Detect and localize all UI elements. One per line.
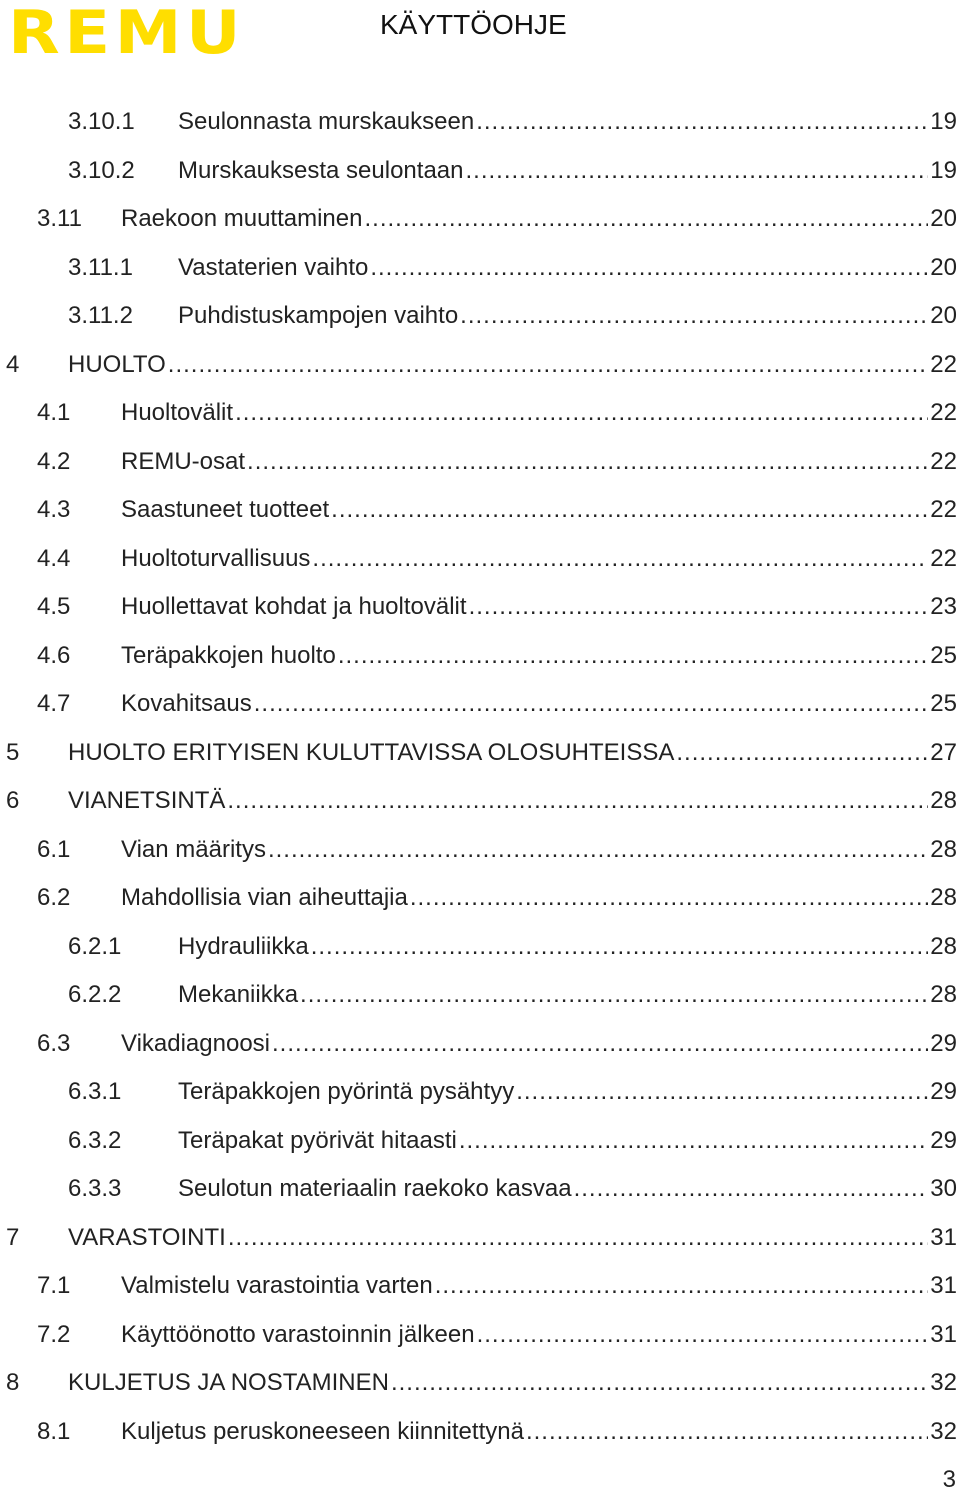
toc-entry-line (178, 292, 960, 341)
toc-entry-line (121, 1408, 960, 1457)
toc-entry-page: 22 (930, 350, 957, 378)
toc-entry-number: 3.11.2 (68, 302, 133, 329)
toc-entry-line (178, 971, 960, 1020)
toc-entry-title: HUOLTO ERITYISEN KULUTTAVISSA OLOSUHTEISSA (68, 738, 675, 766)
toc-entry-title: Mekaniikka (178, 981, 299, 1008)
toc-dot-leader (268, 826, 928, 875)
toc-dot-leader (469, 583, 929, 632)
toc-entry[interactable] (0, 1117, 960, 1166)
toc-dot-leader (516, 1068, 928, 1117)
toc-entry-number: 3.10.1 (68, 108, 135, 135)
toc-entry-line (121, 826, 960, 875)
toc-entry-line (178, 1165, 960, 1214)
toc-entry[interactable] (0, 244, 960, 293)
toc-entry-title: VARASTOINTI (68, 1223, 226, 1251)
toc-entry-number: 4.4 (37, 544, 71, 572)
toc-entry-number: 4.5 (37, 593, 71, 620)
toc-entry[interactable] (0, 1068, 960, 1117)
toc-entry-number: 3.11 (37, 205, 82, 232)
toc-entry-title: Huollettavat kohdat ja huoltovälit (121, 593, 467, 620)
toc-entry-page: 20 (930, 302, 957, 329)
toc-entry-line (178, 98, 960, 147)
toc-entry-page: 23 (930, 593, 957, 620)
toc-entry-title: Saastuneet tuotteet (121, 496, 330, 523)
toc-entry[interactable] (0, 777, 960, 826)
toc-entry-page: 28 (930, 787, 957, 814)
toc-dot-leader (477, 1311, 929, 1360)
toc-entry-title: HUOLTO (68, 350, 166, 378)
toc-entry-page: 31 (930, 1320, 957, 1348)
toc-entry-title: Raekoon muuttaminen (121, 205, 363, 232)
toc-entry-number: 6.2 (37, 884, 71, 911)
toc-entry[interactable] (0, 680, 960, 729)
toc-entry-title: REMU-osat (121, 447, 246, 475)
toc-entry-line (121, 389, 960, 438)
toc-entry[interactable] (0, 486, 960, 535)
toc-entry-page: 22 (930, 447, 957, 475)
toc-entry-page: 19 (930, 156, 957, 184)
toc-entry[interactable] (0, 389, 960, 438)
toc-entry-page: 20 (930, 253, 957, 281)
toc-entry-page: 28 (930, 932, 957, 960)
toc-entry-page: 29 (930, 1126, 957, 1154)
page-number: 3 (942, 1466, 956, 1493)
toc-dot-leader (391, 1359, 928, 1408)
toc-entry-title: Kovahitsaus (121, 690, 252, 717)
toc-entry-title: Puhdistuskampojen vaihto (178, 302, 459, 329)
toc-entry-page: 20 (930, 205, 957, 232)
toc-entry[interactable] (0, 874, 960, 923)
toc-entry-title: Teräpakat pyörivät hitaasti (178, 1126, 457, 1154)
toc-entry-page: 31 (930, 1272, 957, 1299)
toc-entry-title: Käyttöönotto varastoinnin jälkeen (121, 1320, 475, 1348)
toc-entry-page: 31 (930, 1223, 957, 1251)
toc-entry-title: Vikadiagnoosi (121, 1029, 271, 1057)
toc-entry-number: 6.3.1 (68, 1078, 122, 1105)
toc-entry[interactable] (0, 826, 960, 875)
toc-dot-leader (526, 1408, 928, 1457)
toc-dot-leader (459, 1117, 928, 1166)
remu-logo: REMU (8, 0, 246, 68)
toc-dot-leader (300, 971, 928, 1020)
toc-entry-page: 29 (930, 1029, 957, 1057)
toc-entry-line (68, 729, 960, 778)
toc-entry-page: 25 (930, 690, 957, 717)
toc-entry[interactable] (0, 438, 960, 487)
toc-dot-leader (247, 438, 928, 487)
toc-entry-line (178, 147, 960, 196)
toc-entry-number: 4.7 (37, 690, 71, 717)
toc-entry-line (68, 1359, 960, 1408)
toc-entry-page: 29 (930, 1078, 957, 1105)
toc-entry-number: 8.1 (37, 1417, 71, 1445)
toc-entry[interactable] (0, 923, 960, 972)
toc-entry[interactable] (0, 1311, 960, 1360)
toc-entry-title: Kuljetus peruskoneeseen kiinnitettynä (121, 1417, 524, 1445)
toc-dot-leader (460, 292, 928, 341)
toc-entry-number: 6.3.2 (68, 1126, 122, 1154)
toc-entry-line (121, 195, 960, 244)
toc-entry-line (178, 1068, 960, 1117)
toc-entry-line (121, 486, 960, 535)
toc-entry-title: Vastaterien vaihto (178, 253, 369, 281)
toc-entry-number: 6.2.1 (68, 932, 122, 960)
toc-entry[interactable] (0, 292, 960, 341)
toc-dot-leader (254, 680, 929, 729)
toc-entry[interactable] (0, 1020, 960, 1069)
toc-entry[interactable] (0, 583, 960, 632)
toc-entry-number: 5 (6, 738, 20, 766)
table-of-contents (0, 98, 960, 1456)
toc-entry-title: Huoltoturvallisuus (121, 544, 311, 572)
toc-dot-leader (272, 1020, 928, 1069)
toc-entry[interactable] (0, 1214, 960, 1263)
toc-entry-line (178, 923, 960, 972)
toc-entry[interactable] (0, 195, 960, 244)
toc-entry-page: 30 (930, 1175, 957, 1202)
toc-entry-page: 25 (930, 641, 957, 669)
toc-entry-line (178, 1117, 960, 1166)
toc-entry-number: 6.3.3 (68, 1175, 122, 1202)
toc-entry-line (121, 632, 960, 681)
document-title: KÄYTTÖOHJE (380, 9, 567, 40)
toc-dot-leader (476, 98, 928, 147)
toc-entry-number: 6.3 (37, 1029, 71, 1057)
toc-entry[interactable] (0, 98, 960, 147)
toc-entry[interactable] (0, 1165, 960, 1214)
toc-entry-page: 22 (930, 496, 957, 523)
toc-entry-page: 28 (930, 835, 957, 863)
toc-entry-title: VIANETSINTÄ (68, 787, 226, 814)
toc-dot-leader (228, 1214, 928, 1263)
toc-entry-title: Teräpakkojen huolto (121, 641, 336, 669)
toc-entry[interactable] (0, 147, 960, 196)
toc-dot-leader (574, 1165, 929, 1214)
toc-entry[interactable] (0, 535, 960, 584)
toc-entry-title: KULJETUS JA NOSTAMINEN (68, 1369, 389, 1396)
toc-dot-leader (338, 632, 928, 681)
toc-entry-title: Huoltovälit (121, 399, 234, 426)
toc-dot-leader (435, 1262, 929, 1311)
toc-entry-number: 3.11.1 (68, 253, 133, 281)
toc-entry-title: Seulotun materiaalin raekoko kasvaa (178, 1175, 572, 1202)
toc-entry-line (121, 535, 960, 584)
toc-entry-number: 3.10.2 (68, 156, 135, 184)
toc-dot-leader (466, 147, 929, 196)
toc-entry-page: 22 (930, 544, 957, 572)
toc-entry-line (121, 583, 960, 632)
toc-entry-title: Hydrauliikka (178, 932, 309, 960)
toc-entry-line (121, 438, 960, 487)
toc-entry[interactable] (0, 1408, 960, 1457)
toc-entry-line (121, 680, 960, 729)
toc-entry[interactable] (0, 971, 960, 1020)
toc-entry-page: 32 (930, 1369, 957, 1396)
toc-dot-leader (168, 341, 929, 390)
toc-entry-line (68, 341, 960, 390)
toc-entry-number: 7.1 (37, 1272, 71, 1299)
toc-dot-leader (410, 874, 928, 923)
toc-entry-number: 6.1 (37, 835, 71, 863)
toc-entry-line (121, 874, 960, 923)
toc-entry-line (121, 1311, 960, 1360)
toc-dot-leader (312, 535, 928, 584)
toc-entry-line (121, 1020, 960, 1069)
toc-entry-number: 4.6 (37, 641, 71, 669)
toc-entry-line (68, 777, 960, 826)
toc-entry-title: Valmistelu varastointia varten (121, 1272, 433, 1299)
toc-entry-line (68, 1214, 960, 1263)
toc-entry-page: 32 (930, 1417, 957, 1445)
toc-dot-leader (235, 389, 928, 438)
toc-entry-number: 8 (6, 1369, 20, 1396)
toc-entry[interactable] (0, 632, 960, 681)
toc-entry-title: Teräpakkojen pyörintä pysähtyy (178, 1078, 515, 1105)
toc-entry-title: Seulonnasta murskaukseen (178, 108, 475, 135)
toc-entry-page: 19 (930, 108, 957, 135)
toc-entry[interactable] (0, 1359, 960, 1408)
toc-entry-number: 7.2 (37, 1320, 71, 1348)
toc-entry[interactable] (0, 1262, 960, 1311)
toc-dot-leader (676, 729, 928, 778)
toc-entry-line (121, 1262, 960, 1311)
toc-entry[interactable] (0, 341, 960, 390)
toc-entry-number: 4 (6, 350, 20, 378)
toc-dot-leader (311, 923, 929, 972)
toc-entry-number: 4.3 (37, 496, 71, 523)
toc-entry-number: 6.2.2 (68, 981, 122, 1008)
toc-entry-title: Vian määritys (121, 835, 266, 863)
toc-entry-page: 28 (930, 981, 957, 1008)
toc-entry-page: 28 (930, 884, 957, 911)
toc-entry-page: 27 (930, 738, 957, 766)
toc-entry-number: 6 (6, 787, 20, 814)
toc-entry-number: 7 (6, 1223, 20, 1251)
toc-dot-leader (364, 195, 928, 244)
toc-entry-number: 4.1 (37, 399, 71, 426)
toc-dot-leader (370, 244, 928, 293)
toc-entry-page: 22 (930, 399, 957, 426)
toc-entry-title: Murskauksesta seulontaan (178, 156, 464, 184)
toc-dot-leader (227, 777, 928, 826)
toc-dot-leader (331, 486, 928, 535)
toc-entry-number: 4.2 (37, 447, 71, 475)
toc-entry-title: Mahdollisia vian aiheuttajia (121, 884, 408, 911)
toc-entry-line (178, 244, 960, 293)
toc-entry[interactable] (0, 729, 960, 778)
